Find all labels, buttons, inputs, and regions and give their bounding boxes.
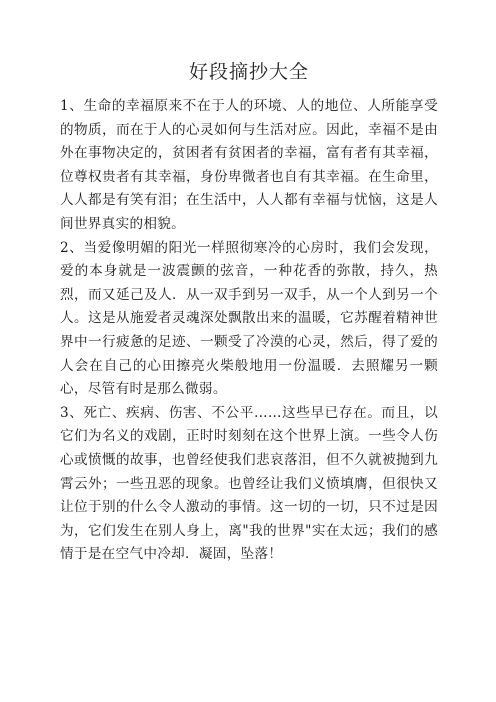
paragraph-3: 3、死亡、疾病、伤害、不公平……这些早已存在。而且，以它们为名义的戏剧，正时时刻刻在这个世界上演。一些令人伤心或愤慨的故事，也曾经使我们悲哀落泪，但不久就被抛到九霄云外；一些丑恶的现象。也曾经让我们义愤填膺，但很快又让位于别的什么令人激动的事情。这一切的一切，只不过是因为，它们发生在别人身上，离"我的世界"实在太远；我们的感情于是在空气中冷却．凝固，坠落！	[60, 404, 438, 563]
document-title: 好段摘抄大全	[188, 61, 309, 83]
paragraph-1: 1、生命的幸福原来不在于人的环境、人的地位、人所能享受的物质，而在于人的心灵如何与生活对应。因此，幸福不是由外在事物决定的，贫困者有贫困者的幸福，富有者有其幸福，位尊权贵者有其幸福，身份卑微者也自有其幸福。在生命里，人人都是有笑有泪；在生活中，人人都有幸福与忧恼，这是人间世界真实的相貌。	[60, 98, 438, 232]
document-page	[60, 58, 438, 567]
paragraph-2: 2、当爱像明媚的阳光一样照彻寒冷的心房时，我们会发现，爱的本身就是一波震颤的弦音，一种花香的弥散，持久，热烈，而又延己及人．从一双手到另一双手，从一个人到另一个人。这是从施爱者灵魂深处飘散出来的温暖，它苏醒着精神世界中一行疲惫的足迹、一颗受了冷漠的心灵，然后，得了爱的人会在自己的心田擦亮火柴般地用一份温暖．去照耀另一颗心，尽管有时是那么微弱。	[60, 239, 438, 398]
